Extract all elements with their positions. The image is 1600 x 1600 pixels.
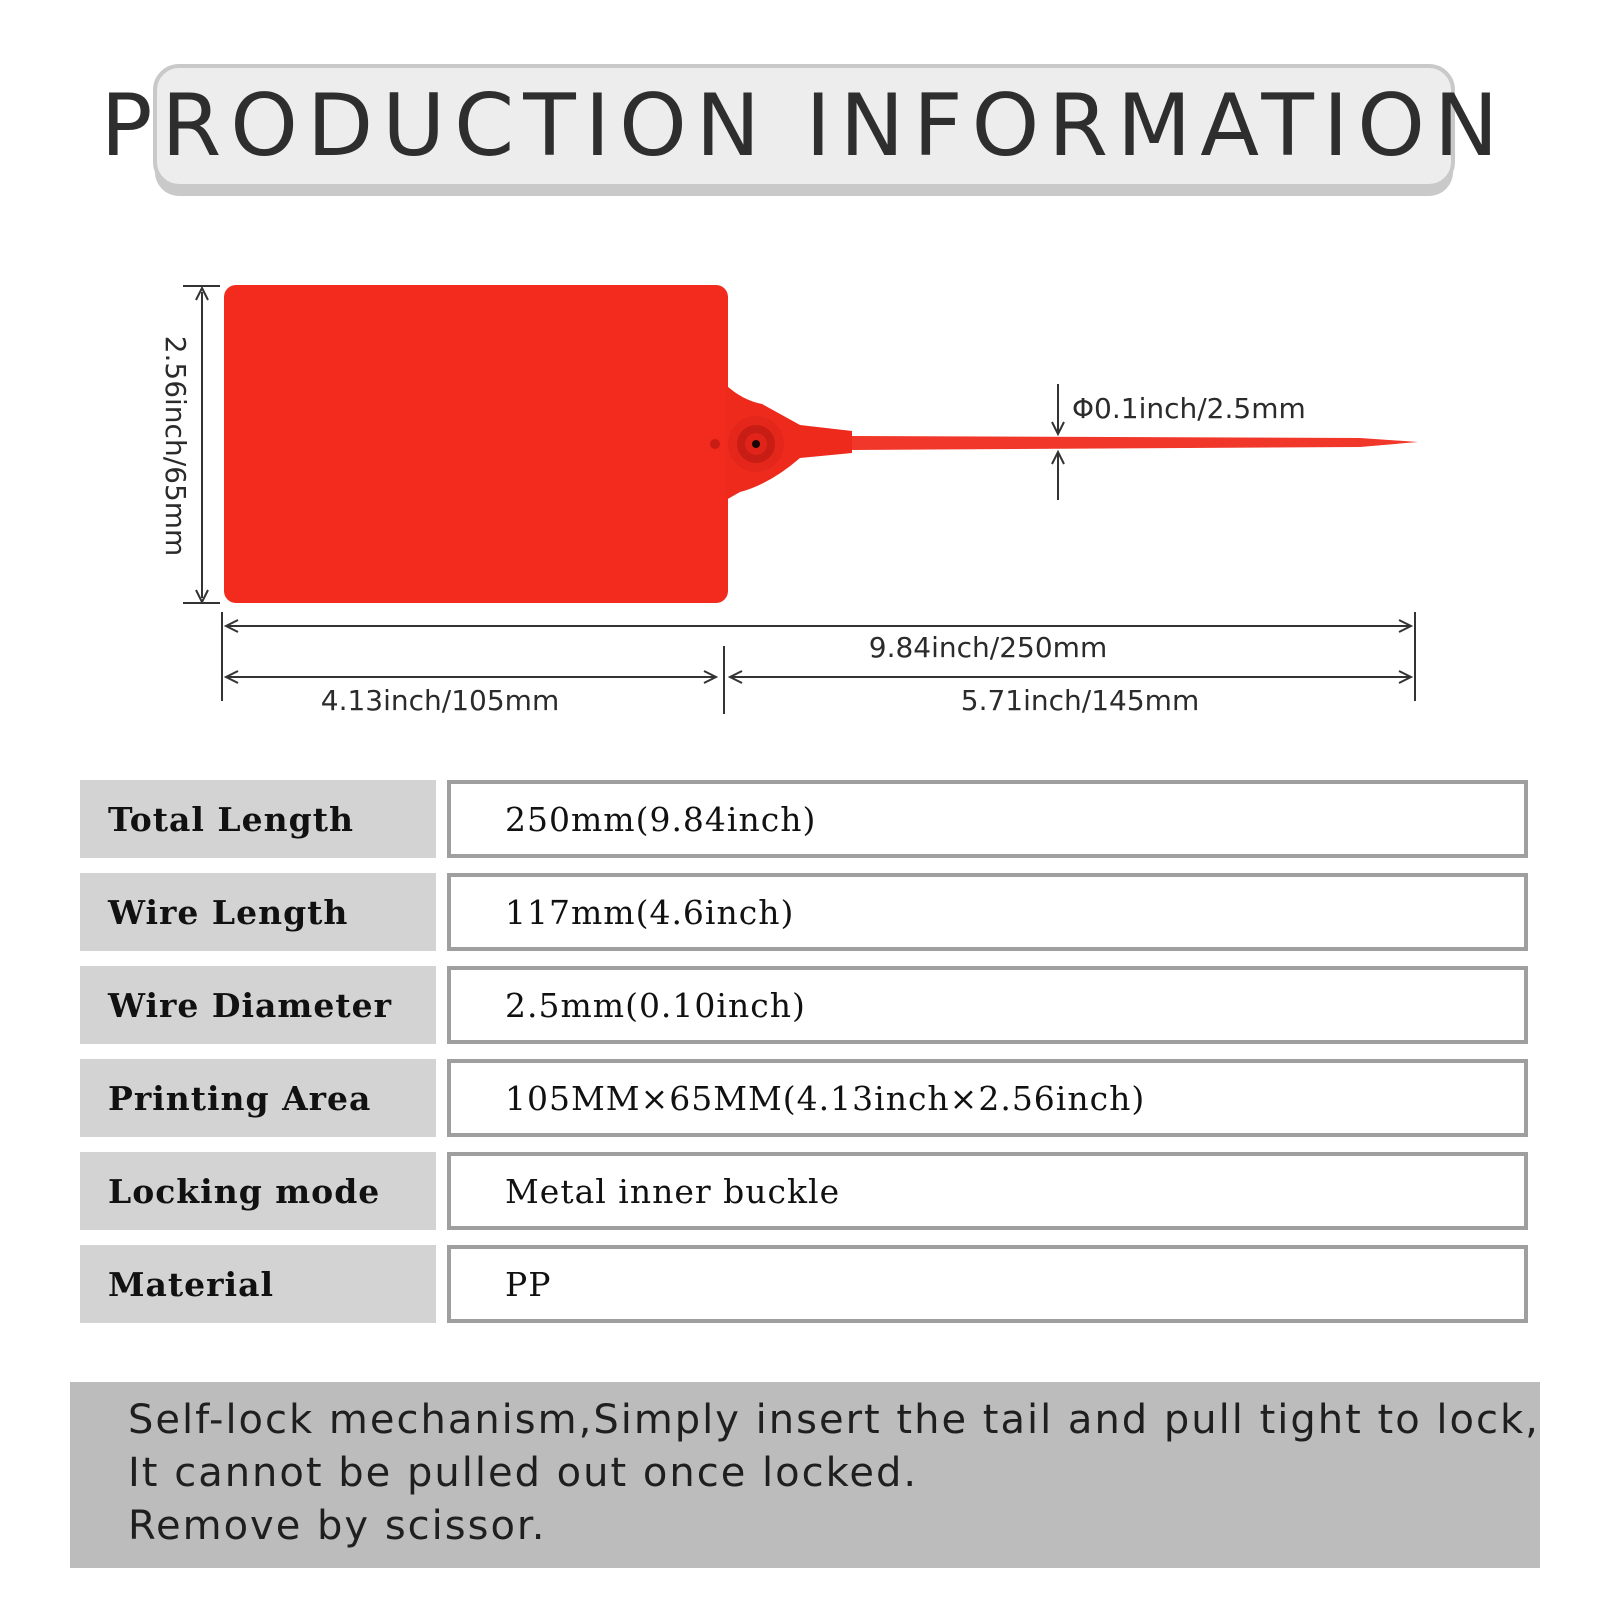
note-line: Self-lock mechanism,Simply insert the tail and pull tight to lock, [128, 1397, 1540, 1443]
spec-row-total-length [80, 780, 1528, 858]
page-title: PRODUCTION INFORMATION [100, 76, 1508, 176]
wire-diameter-label: Φ0.1inch/2.5mm [1072, 392, 1306, 425]
tag-wire [852, 436, 1418, 450]
spec-label: Locking mode [80, 1152, 436, 1230]
note-line: Remove by scissor. [128, 1503, 547, 1549]
total-length-label: 9.84inch/250mm [868, 631, 1108, 664]
spec-row-wire-diameter [80, 966, 1528, 1044]
spec-value: 105MM×65MM(4.13inch×2.56inch) [447, 1059, 1528, 1137]
spec-label: Wire Diameter [80, 966, 436, 1044]
wire-length-label: 5.71inch/145mm [960, 684, 1200, 717]
tag-body [224, 285, 728, 603]
note-line: It cannot be pulled out once locked. [128, 1450, 919, 1496]
tag-dot [710, 439, 720, 449]
spec-row-locking-mode [80, 1152, 1528, 1230]
spec-label: Wire Length [80, 873, 436, 951]
spec-value: 2.5mm(0.10inch) [447, 966, 1528, 1044]
tag-illustration [224, 285, 1418, 603]
product-dimension-diagram [0, 0, 1600, 760]
usage-note [70, 1382, 1540, 1568]
spec-value: 250mm(9.84inch) [447, 780, 1528, 858]
spec-value: PP [447, 1245, 1528, 1323]
spec-label: Total Length [80, 780, 436, 858]
lock-hole-center [752, 440, 760, 448]
spec-row-material [80, 1245, 1528, 1323]
tag-length-label: 4.13inch/105mm [320, 684, 560, 717]
height-label: 2.56inch/65mm [159, 335, 192, 557]
spec-label: Material [80, 1245, 436, 1323]
spec-value: Metal inner buckle [447, 1152, 1528, 1230]
spec-row-printing-area [80, 1059, 1528, 1137]
spec-row-wire-length [80, 873, 1528, 951]
spec-label: Printing Area [80, 1059, 436, 1137]
wire-length-dimension [730, 671, 1411, 683]
spec-value: 117mm(4.6inch) [447, 873, 1528, 951]
